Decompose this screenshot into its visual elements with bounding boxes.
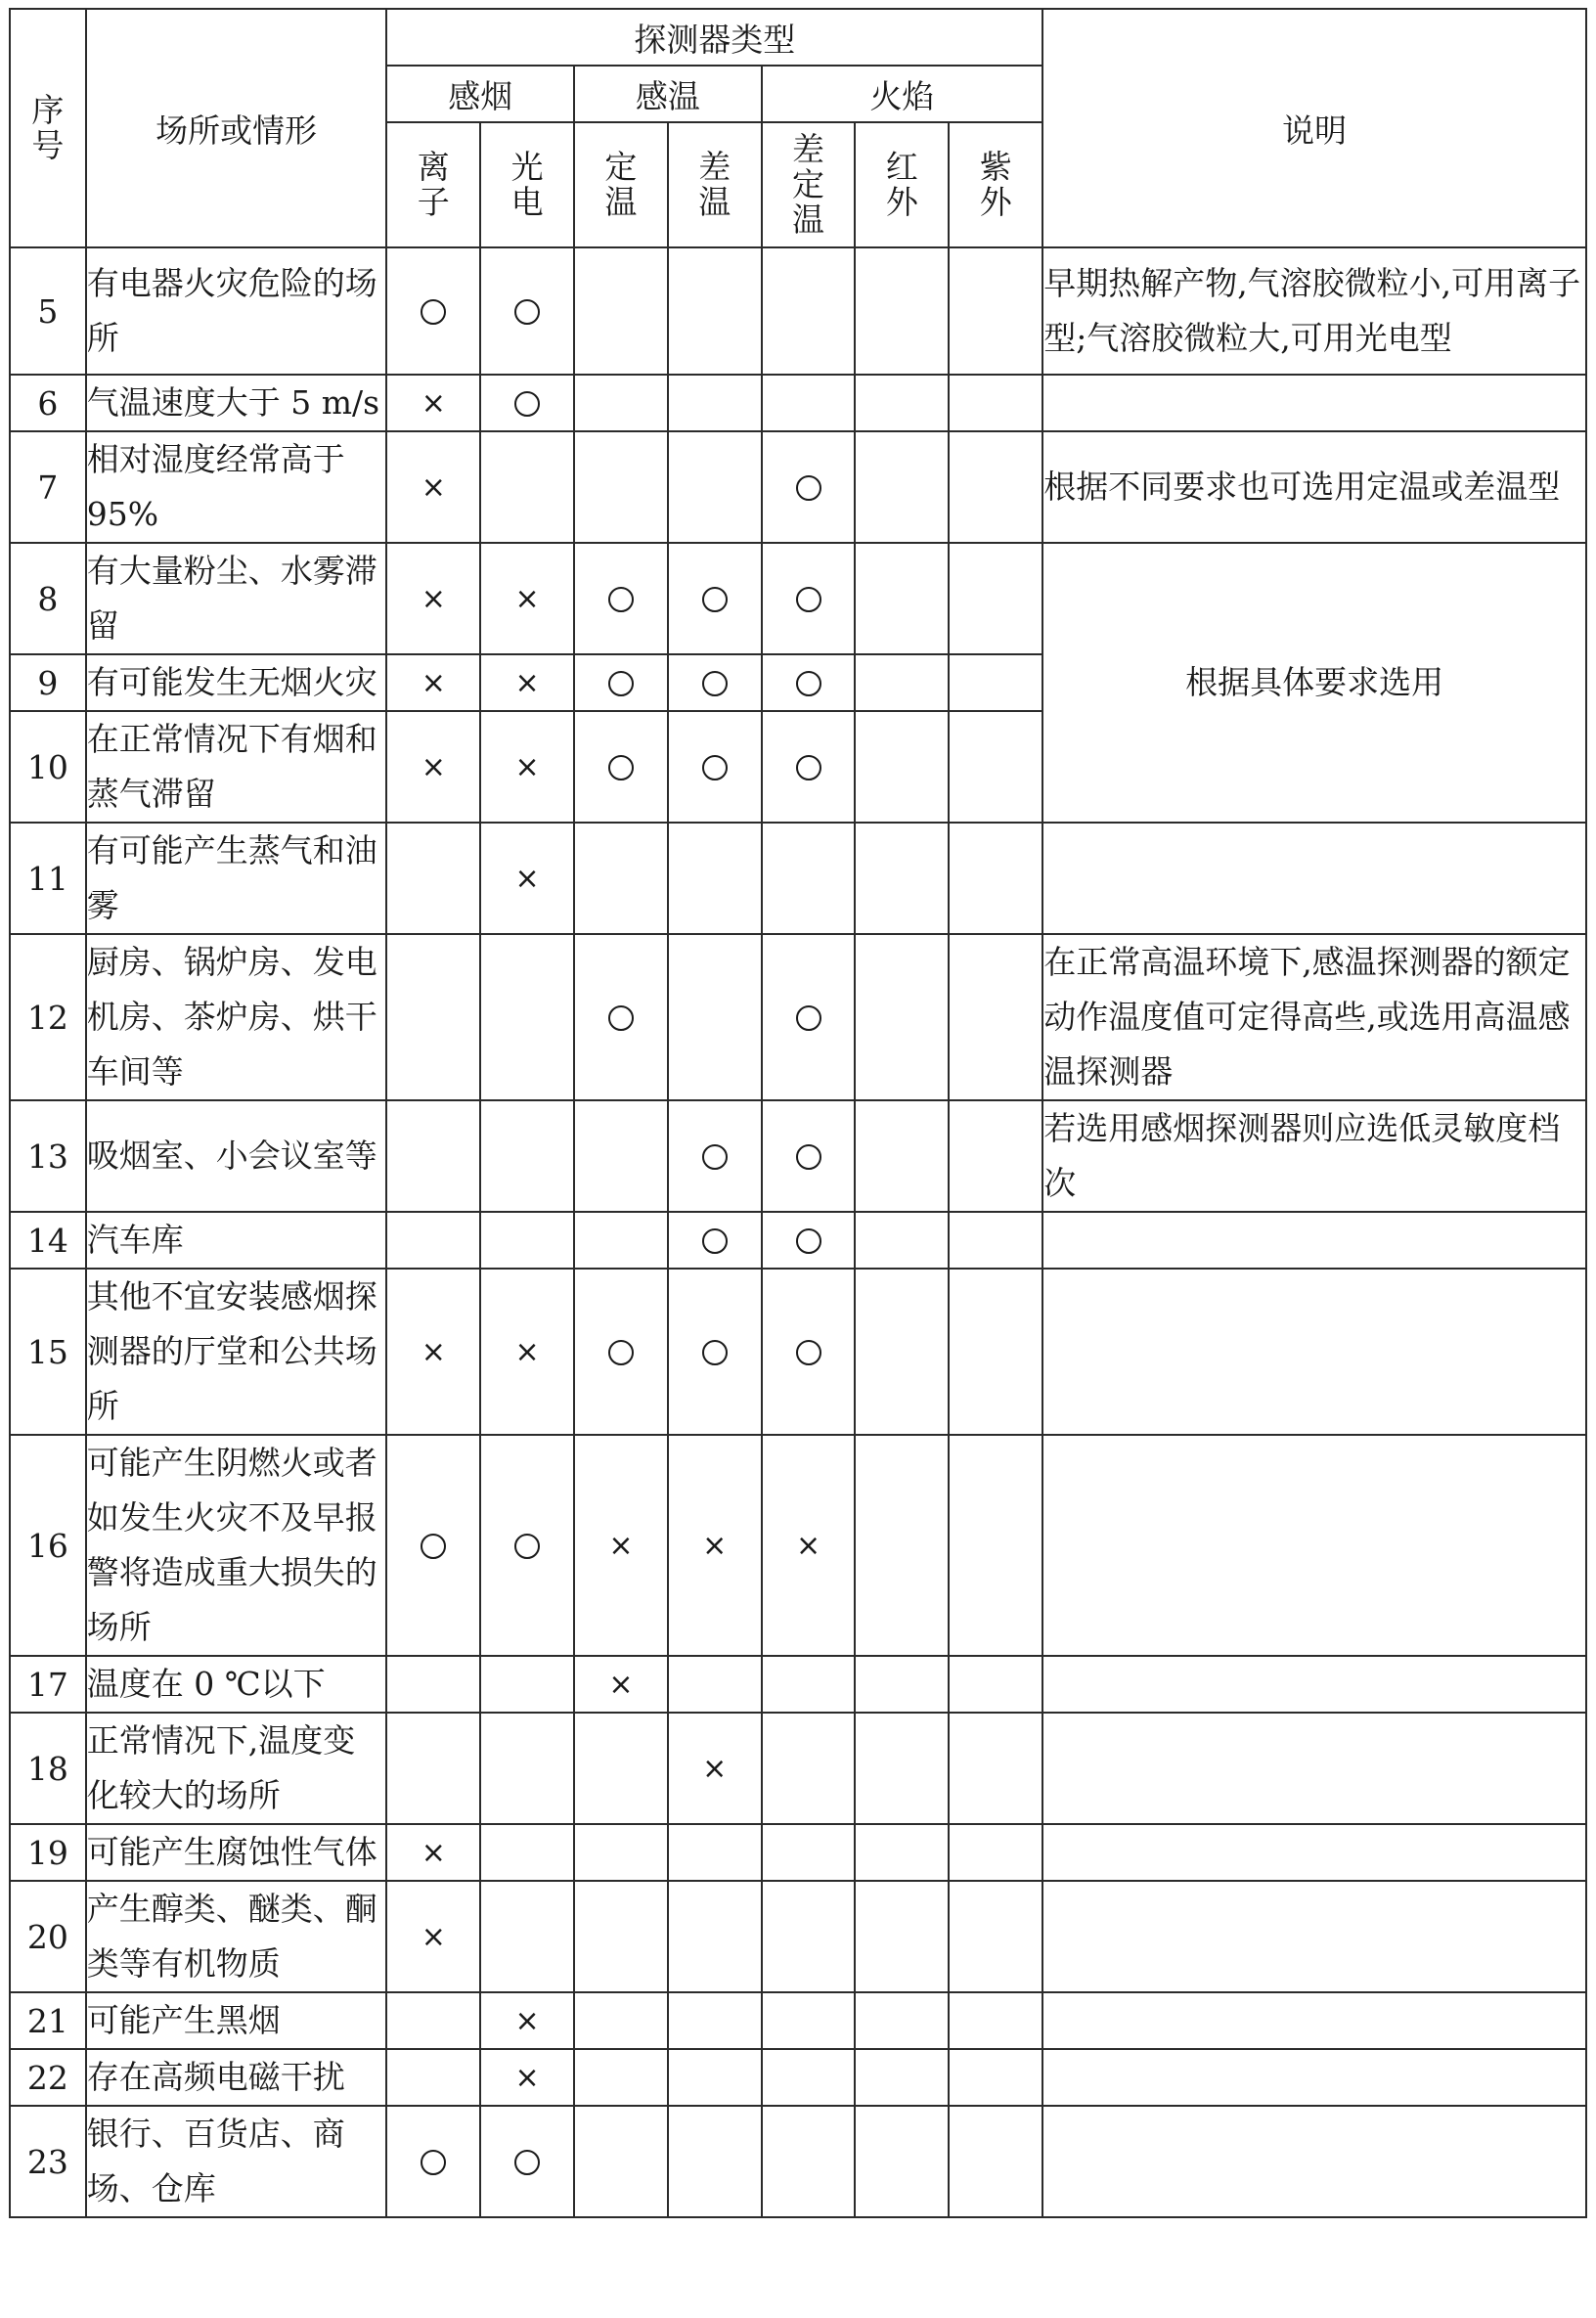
mark-ion [386, 711, 480, 823]
row-place: 可能产生阴燃火或者如发生火灾不及早报警将造成重大损失的场所 [86, 1435, 387, 1656]
cross-mark: × [795, 1528, 821, 1563]
mark-rate-of-rise [668, 1656, 762, 1713]
header-group-smoke: 感烟 [386, 66, 574, 122]
mark-infrared [855, 1100, 949, 1212]
mark-photoelectric [480, 1435, 574, 1656]
header-place: 场所或情形 [86, 9, 387, 247]
mark-photoelectric [480, 2049, 574, 2106]
row-place: 在正常情况下有烟和蒸气滞留 [86, 711, 387, 823]
mark-ultraviolet [949, 1269, 1042, 1435]
mark-rate-of-rise [668, 1881, 762, 1992]
mark-infrared [855, 1824, 949, 1881]
row-note: 根据不同要求也可选用定温或差温型 [1042, 431, 1586, 543]
mark-fixed-temp [574, 2106, 668, 2217]
row-place: 汽车库 [86, 1212, 387, 1269]
circle-mark [702, 1228, 728, 1254]
table-row [10, 543, 1586, 654]
mark-rate-of-rise [668, 823, 762, 934]
mark-ion [386, 1435, 480, 1656]
row-note: 若选用感烟探测器则应选低灵敏度档次 [1042, 1100, 1586, 1212]
header-detector-type: 探测器类型 [386, 9, 1042, 66]
mark-fixed-temp [574, 1713, 668, 1824]
circle-mark [702, 671, 728, 696]
row-number: 21 [10, 1992, 86, 2049]
mark-photoelectric [480, 1713, 574, 1824]
mark-infrared [855, 1212, 949, 1269]
circle-mark [421, 299, 446, 325]
mark-rate-of-rise [668, 431, 762, 543]
mark-rate-fixed [762, 654, 856, 711]
table-row [10, 1212, 1586, 1269]
mark-infrared [855, 1713, 949, 1824]
row-note [1042, 1656, 1586, 1713]
mark-photoelectric [480, 654, 574, 711]
mark-ion [386, 1656, 480, 1713]
row-number: 18 [10, 1713, 86, 1824]
table-body [10, 247, 1586, 2217]
row-note [1042, 1713, 1586, 1824]
mark-fixed-temp [574, 1824, 668, 1881]
mark-ion [386, 934, 480, 1100]
mark-ultraviolet [949, 1100, 1042, 1212]
row-place: 有大量粉尘、水雾滞留 [86, 543, 387, 654]
mark-rate-fixed [762, 1824, 856, 1881]
mark-fixed-temp [574, 1992, 668, 2049]
circle-mark [514, 299, 540, 325]
table-header [10, 9, 1586, 247]
mark-infrared [855, 934, 949, 1100]
circle-mark [796, 1340, 821, 1365]
mark-ion [386, 2106, 480, 2217]
circle-mark [608, 671, 634, 696]
circle-mark [702, 587, 728, 612]
cross-mark: × [702, 1528, 728, 1563]
circle-mark [608, 587, 634, 612]
mark-rate-of-rise [668, 654, 762, 711]
table-row [10, 1100, 1586, 1212]
row-number: 19 [10, 1824, 86, 1881]
header-group-heat: 感温 [574, 66, 762, 122]
row-note [1042, 2049, 1586, 2106]
cross-mark: × [608, 1667, 634, 1702]
mark-ultraviolet [949, 247, 1042, 375]
mark-rate-of-rise [668, 2106, 762, 2217]
row-number: 8 [10, 543, 86, 654]
row-number: 22 [10, 2049, 86, 2106]
mark-ultraviolet [949, 1212, 1042, 1269]
mark-ultraviolet [949, 1713, 1042, 1824]
row-note: 根据具体要求选用 [1042, 543, 1586, 823]
mark-ion [386, 1992, 480, 2049]
mark-rate-fixed [762, 431, 856, 543]
table-row [10, 823, 1586, 934]
mark-rate-of-rise [668, 1212, 762, 1269]
mark-photoelectric [480, 1992, 574, 2049]
mark-rate-of-rise [668, 2049, 762, 2106]
mark-photoelectric [480, 1881, 574, 1992]
mark-ultraviolet [949, 375, 1042, 431]
table-row [10, 934, 1586, 1100]
mark-fixed-temp [574, 1269, 668, 1435]
row-place: 可能产生腐蚀性气体 [86, 1824, 387, 1881]
circle-mark [702, 1340, 728, 1365]
circle-mark [796, 755, 821, 780]
mark-rate-of-rise [668, 375, 762, 431]
mark-rate-fixed [762, 1656, 856, 1713]
mark-ion [386, 2049, 480, 2106]
table-row [10, 1824, 1586, 1881]
header-col-infrared: 红 外 [855, 122, 949, 247]
mark-photoelectric [480, 1269, 574, 1435]
row-place: 可能产生黑烟 [86, 1992, 387, 2049]
mark-ultraviolet [949, 431, 1042, 543]
row-place: 有可能发生无烟火灾 [86, 654, 387, 711]
mark-infrared [855, 654, 949, 711]
mark-ion [386, 1269, 480, 1435]
mark-infrared [855, 1656, 949, 1713]
mark-infrared [855, 1435, 949, 1656]
mark-fixed-temp [574, 654, 668, 711]
row-place: 银行、百货店、商场、仓库 [86, 2106, 387, 2217]
cross-mark: × [514, 581, 540, 616]
circle-mark [796, 1005, 821, 1031]
mark-rate-fixed [762, 1435, 856, 1656]
cross-mark: × [514, 2003, 540, 2038]
mark-fixed-temp [574, 543, 668, 654]
mark-fixed-temp [574, 375, 668, 431]
mark-photoelectric [480, 1212, 574, 1269]
header-group-flame: 火焰 [762, 66, 1043, 122]
mark-ion [386, 1824, 480, 1881]
circle-mark [702, 1144, 728, 1170]
circle-mark [796, 587, 821, 612]
mark-rate-of-rise [668, 1269, 762, 1435]
mark-rate-fixed [762, 1212, 856, 1269]
row-number: 16 [10, 1435, 86, 1656]
mark-rate-of-rise [668, 1713, 762, 1824]
mark-rate-fixed [762, 823, 856, 934]
mark-ultraviolet [949, 1656, 1042, 1713]
table-row [10, 375, 1586, 431]
mark-infrared [855, 375, 949, 431]
cross-mark: × [421, 1835, 446, 1870]
table-row [10, 1435, 1586, 1656]
row-number: 23 [10, 2106, 86, 2217]
mark-rate-fixed [762, 375, 856, 431]
mark-rate-fixed [762, 2106, 856, 2217]
row-place: 产生醇类、醚类、酮类等有机物质 [86, 1881, 387, 1992]
mark-fixed-temp [574, 823, 668, 934]
row-place: 厨房、锅炉房、发电机房、茶炉房、烘干车间等 [86, 934, 387, 1100]
row-note [1042, 1881, 1586, 1992]
table-row [10, 1881, 1586, 1992]
row-number: 20 [10, 1881, 86, 1992]
mark-ultraviolet [949, 1881, 1042, 1992]
mark-ultraviolet [949, 934, 1042, 1100]
mark-rate-fixed [762, 247, 856, 375]
mark-rate-fixed [762, 543, 856, 654]
mark-fixed-temp [574, 1212, 668, 1269]
circle-mark [608, 1340, 634, 1365]
mark-ion [386, 1713, 480, 1824]
mark-photoelectric [480, 543, 574, 654]
row-place: 其他不宜安装感烟探测器的厅堂和公共场所 [86, 1269, 387, 1435]
header-note: 说明 [1042, 9, 1586, 247]
mark-fixed-temp [574, 1435, 668, 1656]
mark-infrared [855, 823, 949, 934]
mark-photoelectric [480, 247, 574, 375]
mark-ion [386, 1100, 480, 1212]
cross-mark: × [514, 2060, 540, 2095]
mark-photoelectric [480, 1100, 574, 1212]
circle-mark [608, 755, 634, 780]
row-number: 9 [10, 654, 86, 711]
row-note [1042, 1269, 1586, 1435]
table-row [10, 1992, 1586, 2049]
mark-fixed-temp [574, 1881, 668, 1992]
mark-rate-of-rise [668, 1824, 762, 1881]
table-row [10, 1656, 1586, 1713]
mark-ion [386, 1212, 480, 1269]
mark-rate-of-rise [668, 1100, 762, 1212]
mark-ion [386, 823, 480, 934]
mark-infrared [855, 1269, 949, 1435]
row-note: 早期热解产物,气溶胶微粒小,可用离子型;气溶胶微粒大,可用光电型 [1042, 247, 1586, 375]
cross-mark: × [702, 1751, 728, 1786]
table-row [10, 1713, 1586, 1824]
mark-ion [386, 654, 480, 711]
circle-mark [796, 1228, 821, 1254]
mark-ultraviolet [949, 711, 1042, 823]
mark-fixed-temp [574, 1656, 668, 1713]
mark-ion [386, 1881, 480, 1992]
row-note [1042, 375, 1586, 431]
header-col-photoelectric: 光 电 [480, 122, 574, 247]
circle-mark [796, 671, 821, 696]
circle-mark [514, 391, 540, 417]
row-note [1042, 823, 1586, 934]
row-number: 17 [10, 1656, 86, 1713]
mark-photoelectric [480, 2106, 574, 2217]
header-col-fixed-temp: 定 温 [574, 122, 668, 247]
row-place: 存在高频电磁干扰 [86, 2049, 387, 2106]
mark-fixed-temp [574, 431, 668, 543]
circle-mark [608, 1005, 634, 1031]
mark-infrared [855, 1881, 949, 1992]
row-note [1042, 1212, 1586, 1269]
mark-fixed-temp [574, 2049, 668, 2106]
row-place: 温度在 0 ℃以下 [86, 1656, 387, 1713]
mark-rate-of-rise [668, 934, 762, 1100]
mark-ultraviolet [949, 2049, 1042, 2106]
cross-mark: × [421, 665, 446, 700]
mark-photoelectric [480, 823, 574, 934]
mark-photoelectric [480, 375, 574, 431]
row-note [1042, 2106, 1586, 2217]
cross-mark: × [514, 861, 540, 896]
header-col-ultraviolet: 紫 外 [949, 122, 1042, 247]
row-number: 7 [10, 431, 86, 543]
detector-selection-table [9, 8, 1587, 2218]
circle-mark [796, 1144, 821, 1170]
cross-mark: × [421, 1334, 446, 1369]
mark-ion [386, 247, 480, 375]
row-number: 11 [10, 823, 86, 934]
mark-rate-of-rise [668, 711, 762, 823]
mark-infrared [855, 2049, 949, 2106]
mark-rate-fixed [762, 1881, 856, 1992]
mark-rate-fixed [762, 2049, 856, 2106]
mark-photoelectric [480, 934, 574, 1100]
mark-rate-fixed [762, 711, 856, 823]
mark-ultraviolet [949, 1435, 1042, 1656]
mark-rate-fixed [762, 1100, 856, 1212]
mark-fixed-temp [574, 247, 668, 375]
row-number: 13 [10, 1100, 86, 1212]
row-place: 吸烟室、小会议室等 [86, 1100, 387, 1212]
row-number: 14 [10, 1212, 86, 1269]
row-place: 有可能产生蒸气和油雾 [86, 823, 387, 934]
cross-mark: × [608, 1528, 634, 1563]
cross-mark: × [514, 665, 540, 700]
mark-infrared [855, 543, 949, 654]
mark-ion [386, 431, 480, 543]
header-col-rate-of-rise: 差 温 [668, 122, 762, 247]
mark-rate-of-rise [668, 543, 762, 654]
row-place: 相对湿度经常高于 95% [86, 431, 387, 543]
row-note [1042, 1435, 1586, 1656]
mark-ultraviolet [949, 2106, 1042, 2217]
table-row [10, 431, 1586, 543]
table-row [10, 1269, 1586, 1435]
cross-mark: × [421, 385, 446, 421]
table-row [10, 247, 1586, 375]
mark-ultraviolet [949, 654, 1042, 711]
mark-ion [386, 543, 480, 654]
row-place: 有电器火灾危险的场所 [86, 247, 387, 375]
mark-photoelectric [480, 1824, 574, 1881]
table-row [10, 2049, 1586, 2106]
mark-ion [386, 375, 480, 431]
cross-mark: × [421, 581, 446, 616]
header-col-rate-fixed: 差 定 温 [762, 122, 856, 247]
row-number: 10 [10, 711, 86, 823]
mark-infrared [855, 711, 949, 823]
row-note [1042, 1992, 1586, 2049]
row-note: 在正常高温环境下,感温探测器的额定动作温度值可定得高些,或选用高温感温探测器 [1042, 934, 1586, 1100]
mark-rate-fixed [762, 1713, 856, 1824]
cross-mark: × [514, 1334, 540, 1369]
cross-mark: × [514, 749, 540, 784]
mark-rate-fixed [762, 1992, 856, 2049]
row-number: 5 [10, 247, 86, 375]
cross-mark: × [421, 749, 446, 784]
table-row [10, 2106, 1586, 2217]
circle-mark [702, 755, 728, 780]
mark-infrared [855, 431, 949, 543]
row-number: 12 [10, 934, 86, 1100]
mark-photoelectric [480, 431, 574, 543]
mark-infrared [855, 1992, 949, 2049]
cross-mark: × [421, 1919, 446, 1954]
mark-fixed-temp [574, 1100, 668, 1212]
mark-photoelectric [480, 1656, 574, 1713]
header-seq: 序 号 [10, 9, 86, 247]
row-place: 正常情况下,温度变化较大的场所 [86, 1713, 387, 1824]
mark-ultraviolet [949, 823, 1042, 934]
row-note [1042, 1824, 1586, 1881]
mark-fixed-temp [574, 711, 668, 823]
mark-rate-fixed [762, 1269, 856, 1435]
mark-ultraviolet [949, 543, 1042, 654]
circle-mark [796, 475, 821, 501]
circle-mark [421, 1534, 446, 1559]
mark-rate-of-rise [668, 1992, 762, 2049]
mark-fixed-temp [574, 934, 668, 1100]
circle-mark [421, 2150, 446, 2175]
mark-ultraviolet [949, 1824, 1042, 1881]
mark-infrared [855, 2106, 949, 2217]
row-number: 6 [10, 375, 86, 431]
mark-rate-of-rise [668, 247, 762, 375]
row-number: 15 [10, 1269, 86, 1435]
row-place: 气温速度大于 5 m/s [86, 375, 387, 431]
cross-mark: × [421, 469, 446, 505]
circle-mark [514, 2150, 540, 2175]
mark-infrared [855, 247, 949, 375]
mark-rate-of-rise [668, 1435, 762, 1656]
circle-mark [514, 1534, 540, 1559]
header-col-ion: 离 子 [386, 122, 480, 247]
mark-photoelectric [480, 711, 574, 823]
mark-ultraviolet [949, 1992, 1042, 2049]
mark-rate-fixed [762, 934, 856, 1100]
